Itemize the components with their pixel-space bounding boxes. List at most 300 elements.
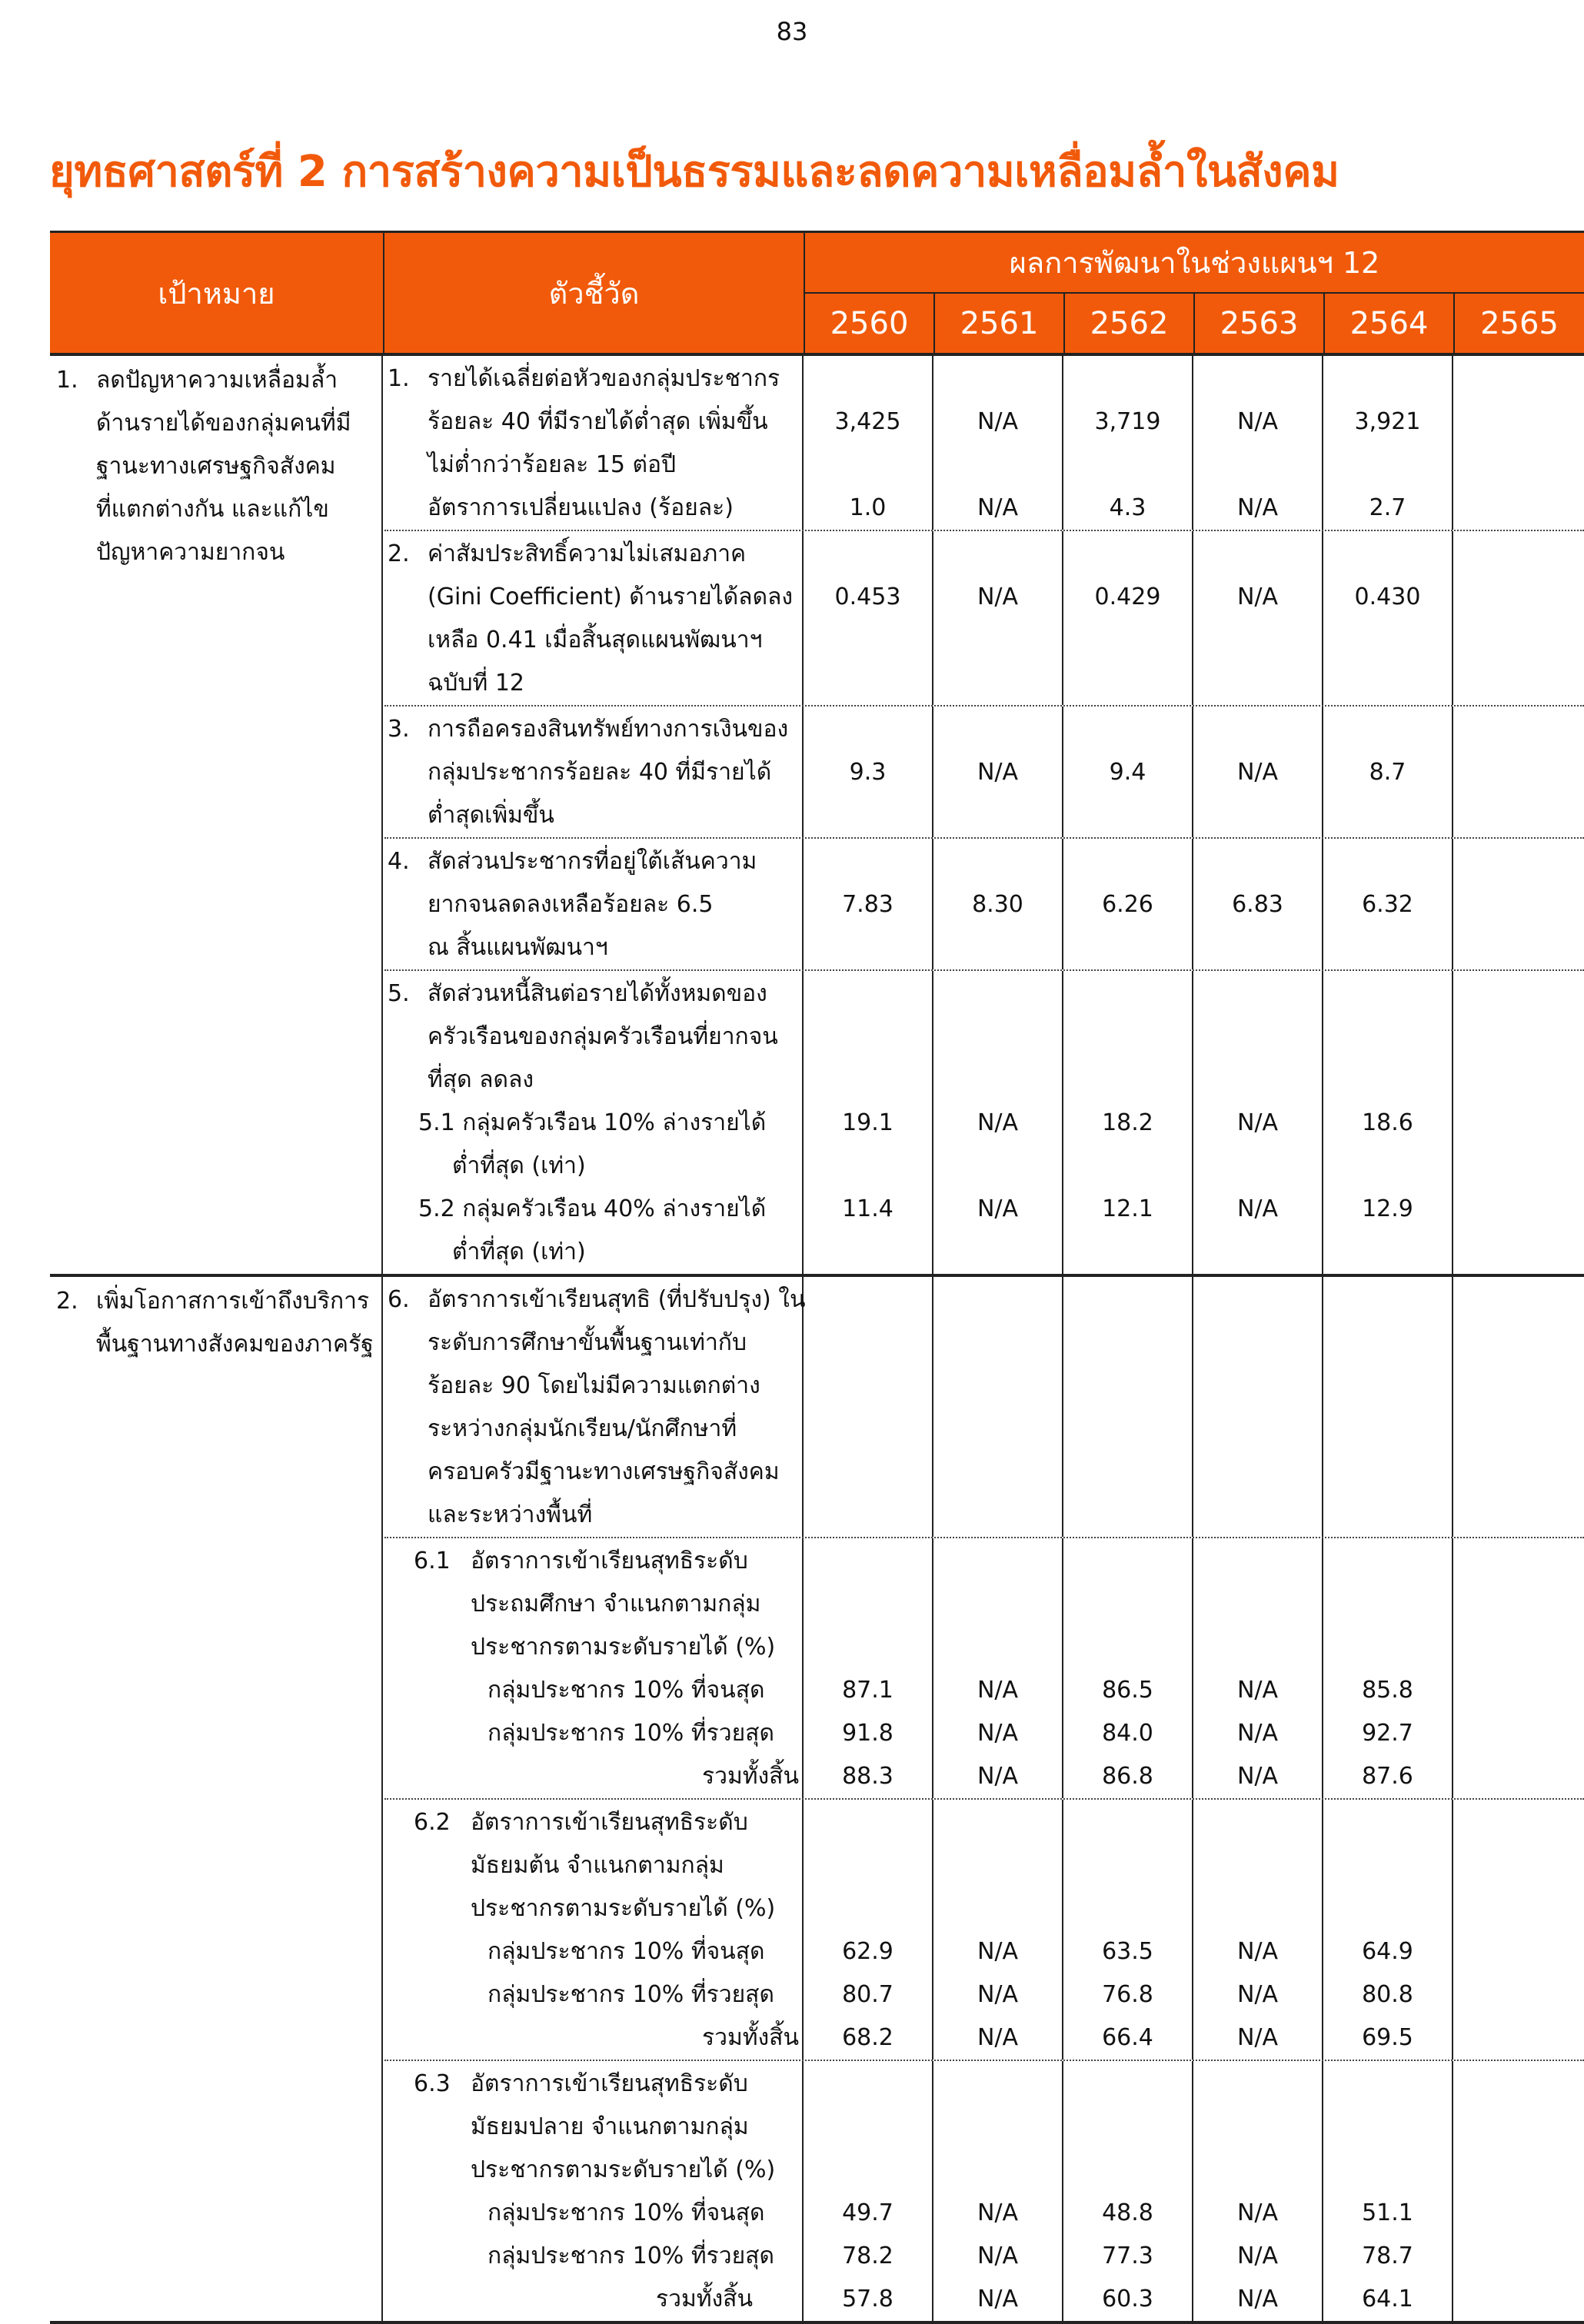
indicator-number: 6.1 bbox=[414, 1548, 451, 1574]
value: 63.5 bbox=[1102, 1938, 1153, 1965]
value bbox=[1193, 1583, 1322, 1626]
value: 8.30 bbox=[972, 891, 1023, 918]
year-value-cell bbox=[933, 1277, 1063, 1537]
value bbox=[1323, 1626, 1452, 1669]
year-value-cell bbox=[933, 531, 1063, 705]
value: 84.0 bbox=[1102, 1720, 1153, 1747]
sub-indicator-label-cont: ต่ำที่สุด (เท่า) bbox=[452, 1238, 586, 1265]
year-value-cell bbox=[1193, 1800, 1323, 2060]
year-value-cell bbox=[804, 971, 933, 1274]
year-value-cell bbox=[933, 2061, 1063, 2321]
value bbox=[1193, 1844, 1322, 1887]
value bbox=[1193, 1626, 1322, 1669]
indicator-number: 3. bbox=[388, 716, 410, 743]
indicator-text: ร้อยละ 90 โดยไม่มีความแตกต่าง bbox=[428, 1372, 760, 1399]
value-cells bbox=[804, 971, 1582, 1274]
value bbox=[804, 1801, 932, 1844]
value bbox=[933, 357, 1062, 401]
indicator-line bbox=[388, 662, 799, 705]
year-value-cell bbox=[1193, 2061, 1323, 2321]
value bbox=[804, 840, 932, 883]
value: N/A bbox=[1236, 1720, 1279, 1747]
indicator-line bbox=[388, 533, 799, 576]
indicator-text: ค่าสัมประสิทธิ์ความไม่เสมอภาค bbox=[428, 540, 747, 567]
header-year: 2564 bbox=[1325, 294, 1455, 353]
value: 85.8 bbox=[1362, 1677, 1413, 1704]
year-value-cell bbox=[933, 971, 1063, 1274]
value bbox=[1063, 794, 1192, 837]
value bbox=[1063, 1844, 1192, 1887]
indicator-text: อัตราการเปลี่ยนแปลง (ร้อยละ) bbox=[428, 494, 734, 521]
indicator-line bbox=[388, 2149, 799, 2192]
indicator-text: อัตราการเข้าเรียนสุทธิ (ที่ปรับปรุง) ใน bbox=[428, 1286, 806, 1313]
value bbox=[804, 1365, 932, 1408]
value: N/A bbox=[977, 583, 1019, 610]
value bbox=[1323, 2149, 1452, 2192]
value: N/A bbox=[1236, 1981, 1279, 2008]
value bbox=[1453, 1059, 1582, 1102]
value bbox=[1193, 1278, 1322, 1322]
value bbox=[1323, 444, 1452, 487]
value bbox=[933, 1059, 1062, 1102]
value-cells bbox=[804, 1538, 1582, 1798]
indicator-text: ร้อยละ 40 ที่มีรายได้ต่ำสุด เพิ่มขึ้น bbox=[428, 408, 768, 435]
value: 1.0 bbox=[849, 494, 887, 521]
header-year: 2563 bbox=[1195, 294, 1325, 353]
value bbox=[1193, 972, 1322, 1016]
value: 7.83 bbox=[842, 891, 893, 918]
value bbox=[1193, 1365, 1322, 1408]
value bbox=[1323, 2063, 1452, 2106]
value bbox=[1323, 1322, 1452, 1365]
value bbox=[1063, 2063, 1192, 2106]
value: N/A bbox=[1236, 759, 1279, 786]
value: N/A bbox=[977, 1677, 1019, 1704]
value: N/A bbox=[1236, 2243, 1279, 2269]
indicator-line bbox=[388, 1322, 799, 1365]
indicator-text: ประชากรตามระดับรายได้ (%) bbox=[471, 1634, 776, 1661]
value bbox=[1063, 444, 1192, 487]
value bbox=[1193, 1408, 1322, 1451]
goal-line: เพิ่มโอกาสการเข้าถึงบริการ bbox=[96, 1288, 370, 1315]
goal-line: ปัญหาความยากจน bbox=[96, 539, 285, 566]
value bbox=[1453, 1801, 1582, 1844]
indicator-cell bbox=[384, 1538, 804, 1798]
indicator-cell bbox=[384, 531, 804, 705]
indicator-line bbox=[388, 1494, 799, 1537]
value: 78.2 bbox=[842, 2243, 893, 2269]
value: N/A bbox=[977, 2199, 1019, 2226]
value: 6.26 bbox=[1102, 891, 1153, 918]
value bbox=[1193, 1145, 1322, 1188]
value bbox=[1323, 2106, 1452, 2149]
value bbox=[1453, 2278, 1582, 2321]
value bbox=[1323, 1145, 1452, 1188]
value: N/A bbox=[977, 408, 1019, 435]
table-header bbox=[50, 231, 1584, 356]
value bbox=[1193, 444, 1322, 487]
value bbox=[933, 1016, 1062, 1059]
header-results: ผลการพัฒนาในช่วงแผนฯ 12 bbox=[805, 233, 1584, 294]
value bbox=[804, 662, 932, 705]
year-value-cell bbox=[1193, 1277, 1323, 1537]
value: 48.8 bbox=[1102, 2199, 1153, 2226]
value bbox=[933, 444, 1062, 487]
value bbox=[1453, 1451, 1582, 1494]
year-value-cell bbox=[1193, 707, 1323, 837]
value bbox=[933, 2149, 1062, 2192]
population-group-label: กลุ่มประชากร 10% ที่รวยสุด bbox=[488, 2243, 774, 2269]
indicator-text: สัดส่วนประชากรที่อยู่ใต้เส้นความ bbox=[428, 848, 757, 875]
value bbox=[1063, 1059, 1192, 1102]
value bbox=[1323, 1278, 1452, 1322]
page-title: ยุทธศาสตร์ที่ 2 การสร้างความเป็นธรรมและลดความเหลื่อมล้ำในสังคม bbox=[49, 147, 1339, 197]
indicator-line bbox=[388, 840, 799, 883]
year-value-cell bbox=[1063, 2061, 1193, 2321]
indicator-line bbox=[388, 1626, 799, 1669]
value: 64.9 bbox=[1362, 1938, 1413, 1965]
value bbox=[933, 533, 1062, 576]
value bbox=[804, 619, 932, 662]
value bbox=[933, 1583, 1062, 1626]
value: N/A bbox=[1236, 494, 1279, 521]
year-value-cell bbox=[1193, 839, 1323, 969]
value: 6.32 bbox=[1362, 891, 1413, 918]
value bbox=[804, 533, 932, 576]
year-value-cell bbox=[1453, 1800, 1582, 2060]
value bbox=[1453, 2192, 1582, 2235]
value: 57.8 bbox=[842, 2286, 893, 2312]
value bbox=[933, 1626, 1062, 1669]
value: 9.3 bbox=[849, 759, 887, 786]
table-row bbox=[384, 2061, 1584, 2321]
value bbox=[933, 1365, 1062, 1408]
goal-section bbox=[50, 356, 1584, 1277]
year-value-cell bbox=[933, 1538, 1063, 1798]
year-value-cell bbox=[1063, 839, 1193, 969]
value: 69.5 bbox=[1362, 2024, 1413, 2051]
value-cells bbox=[804, 2061, 1582, 2321]
indicator-text: และระหว่างพื้นที่ bbox=[428, 1501, 593, 1528]
value bbox=[1453, 401, 1582, 444]
indicator-rows bbox=[384, 1277, 1584, 2321]
value bbox=[1063, 1626, 1192, 1669]
year-value-cell bbox=[1323, 1277, 1453, 1537]
value: N/A bbox=[1236, 1763, 1279, 1790]
indicator-text: เหลือ 0.41 เมื่อสิ้นสุดแผนพัฒนาฯ bbox=[428, 627, 763, 653]
value bbox=[1323, 662, 1452, 705]
value bbox=[1063, 619, 1192, 662]
value bbox=[933, 662, 1062, 705]
year-value-cell bbox=[1453, 839, 1582, 969]
value bbox=[1063, 1365, 1192, 1408]
value bbox=[933, 926, 1062, 969]
value: N/A bbox=[977, 1720, 1019, 1747]
year-value-cell bbox=[1453, 1538, 1582, 1798]
indicator-number: 2. bbox=[388, 540, 410, 567]
value: 88.3 bbox=[842, 1763, 893, 1790]
value bbox=[1323, 1365, 1452, 1408]
value bbox=[1063, 1451, 1192, 1494]
indicator-line bbox=[388, 1278, 806, 1322]
value bbox=[1323, 1059, 1452, 1102]
year-value-cell bbox=[1193, 356, 1323, 530]
value bbox=[933, 840, 1062, 883]
value bbox=[933, 2063, 1062, 2106]
indicator-text: ต่ำสุดเพิ่มขึ้น bbox=[428, 802, 554, 829]
value bbox=[1193, 794, 1322, 837]
year-value-cell bbox=[804, 1277, 933, 1537]
indicator-table bbox=[50, 231, 1584, 2324]
value: 87.6 bbox=[1362, 1763, 1413, 1790]
value bbox=[804, 357, 932, 401]
indicator-text: กลุ่มประชากรร้อยละ 40 ที่มีรายได้ bbox=[428, 759, 772, 786]
header-year: 2565 bbox=[1480, 305, 1559, 341]
value bbox=[1193, 1231, 1322, 1274]
value: N/A bbox=[977, 494, 1019, 521]
indicator-line bbox=[388, 1887, 799, 1930]
value: 0.453 bbox=[834, 583, 901, 610]
value bbox=[804, 1408, 932, 1451]
year-value-cell bbox=[1193, 1538, 1323, 1798]
year-value-cell bbox=[933, 707, 1063, 837]
value: 0.429 bbox=[1094, 583, 1161, 610]
value: 12.1 bbox=[1102, 1195, 1153, 1222]
value bbox=[1453, 1973, 1582, 2016]
value bbox=[933, 1451, 1062, 1494]
value bbox=[1193, 2149, 1322, 2192]
year-value-cell bbox=[1323, 356, 1453, 530]
value: N/A bbox=[977, 2286, 1019, 2312]
indicator-number: 4. bbox=[388, 848, 410, 875]
value bbox=[1063, 1231, 1192, 1274]
value: 2.7 bbox=[1369, 494, 1406, 521]
year-value-cell bbox=[1063, 356, 1193, 530]
value bbox=[804, 1278, 932, 1322]
indicator-text: ฉบับที่ 12 bbox=[428, 670, 525, 697]
value: N/A bbox=[977, 1195, 1019, 1222]
value bbox=[933, 708, 1062, 751]
indicator-text: สัดส่วนหนี้สินต่อรายได้ทั้งหมดของ bbox=[428, 980, 767, 1007]
population-group-label: กลุ่มประชากร 10% ที่รวยสุด bbox=[488, 1981, 774, 2008]
indicator-line bbox=[388, 1451, 799, 1494]
goal-line: ลดปัญหาความเหลื่อมล้ำ bbox=[96, 367, 338, 394]
goal-text bbox=[96, 359, 377, 574]
year-value-cell bbox=[1453, 531, 1582, 705]
value: 91.8 bbox=[842, 1720, 893, 1747]
value bbox=[933, 1887, 1062, 1930]
value bbox=[1323, 1583, 1452, 1626]
value: N/A bbox=[977, 1763, 1019, 1790]
value bbox=[1453, 576, 1582, 619]
indicator-line bbox=[388, 576, 799, 619]
value bbox=[1193, 1494, 1322, 1537]
value: N/A bbox=[977, 1109, 1019, 1136]
year-value-cell bbox=[804, 1800, 933, 2060]
value bbox=[1453, 708, 1582, 751]
value bbox=[1063, 533, 1192, 576]
year-value-cell bbox=[1323, 707, 1453, 837]
header-years bbox=[805, 294, 1584, 353]
value bbox=[1323, 708, 1452, 751]
indicator-text: มัธยมปลาย จำแนกตามกลุ่ม bbox=[471, 2113, 749, 2140]
value bbox=[1323, 357, 1452, 401]
value: N/A bbox=[1236, 1938, 1279, 1965]
value bbox=[1453, 1540, 1582, 1583]
value bbox=[1453, 1102, 1582, 1145]
value bbox=[1453, 357, 1582, 401]
value: 4.3 bbox=[1109, 494, 1146, 521]
value bbox=[933, 1494, 1062, 1537]
table-row bbox=[384, 707, 1584, 839]
value bbox=[1063, 1887, 1192, 1930]
value: 18.2 bbox=[1102, 1109, 1153, 1136]
value: 80.8 bbox=[1362, 1981, 1413, 2008]
indicator-cell bbox=[384, 971, 804, 1274]
value: N/A bbox=[1236, 2024, 1279, 2051]
year-value-cell bbox=[933, 1800, 1063, 2060]
value bbox=[1323, 1844, 1452, 1887]
table-row bbox=[384, 1277, 1584, 1538]
indicator-line bbox=[388, 708, 799, 751]
indicator-line bbox=[388, 1059, 799, 1102]
indicator-text: ไม่ต่ำกว่าร้อยละ 15 ต่อปี bbox=[428, 451, 677, 478]
value: 78.7 bbox=[1362, 2243, 1413, 2269]
value: N/A bbox=[977, 1938, 1019, 1965]
value: 11.4 bbox=[842, 1195, 893, 1222]
value bbox=[1323, 1494, 1452, 1537]
indicator-text: ประชากรตามระดับรายได้ (%) bbox=[471, 1895, 776, 1922]
value: N/A bbox=[1236, 1109, 1279, 1136]
value bbox=[1063, 1540, 1192, 1583]
value bbox=[1193, 1887, 1322, 1930]
value bbox=[1063, 1145, 1192, 1188]
value bbox=[1063, 662, 1192, 705]
value bbox=[1453, 1322, 1582, 1365]
value bbox=[1063, 1016, 1192, 1059]
indicator-number: 6.2 bbox=[414, 1809, 451, 1836]
value bbox=[1453, 1188, 1582, 1231]
value bbox=[804, 1626, 932, 1669]
table-row bbox=[384, 1800, 1584, 2061]
year-value-cell bbox=[1323, 1538, 1453, 1798]
value bbox=[1453, 533, 1582, 576]
value bbox=[1193, 840, 1322, 883]
year-value-cell bbox=[804, 531, 933, 705]
value bbox=[804, 1145, 932, 1188]
year-value-cell bbox=[804, 356, 933, 530]
value bbox=[804, 2063, 932, 2106]
value bbox=[1453, 1626, 1582, 1669]
value bbox=[1193, 1016, 1322, 1059]
value: 8.7 bbox=[1369, 759, 1406, 786]
value: 80.7 bbox=[842, 1981, 893, 2008]
value bbox=[1323, 926, 1452, 969]
value bbox=[1323, 794, 1452, 837]
value bbox=[1193, 533, 1322, 576]
indicator-text: ประชากรตามระดับรายได้ (%) bbox=[471, 2156, 776, 2183]
value bbox=[1193, 708, 1322, 751]
value: 68.2 bbox=[842, 2024, 893, 2051]
value: N/A bbox=[977, 2024, 1019, 2051]
year-value-cell bbox=[1323, 839, 1453, 969]
value bbox=[1063, 2149, 1192, 2192]
year-value-cell bbox=[1453, 707, 1582, 837]
value: 51.1 bbox=[1362, 2199, 1413, 2226]
indicator-line bbox=[388, 2063, 799, 2106]
goal-cell bbox=[50, 1277, 383, 2321]
value bbox=[804, 1583, 932, 1626]
value bbox=[804, 972, 932, 1016]
indicator-text: ยากจนลดลงเหลือร้อยละ 6.5 bbox=[428, 891, 714, 918]
value bbox=[1453, 1365, 1582, 1408]
value bbox=[1063, 840, 1192, 883]
table-body bbox=[50, 356, 1584, 2324]
indicator-number: 6.3 bbox=[414, 2070, 451, 2097]
indicator-cell bbox=[384, 2061, 804, 2321]
indicator-line bbox=[388, 357, 799, 401]
population-group-label: กลุ่มประชากร 10% ที่จนสุด bbox=[488, 1938, 765, 1965]
value bbox=[933, 1145, 1062, 1188]
indicator-cell bbox=[384, 839, 804, 969]
indicator-text: ที่สุด ลดลง bbox=[428, 1066, 534, 1093]
value bbox=[1193, 1540, 1322, 1583]
year-value-cell bbox=[1063, 971, 1193, 1274]
value bbox=[1453, 1930, 1582, 1973]
year-value-cell bbox=[1193, 531, 1323, 705]
page-number: 83 bbox=[776, 17, 808, 46]
value bbox=[1453, 1844, 1582, 1887]
year-value-cell bbox=[933, 356, 1063, 530]
value bbox=[804, 1059, 932, 1102]
indicator-line bbox=[388, 619, 799, 662]
year-value-cell bbox=[1453, 971, 1582, 1274]
indicator-text: รายได้เฉลี่ยต่อหัวของกลุ่มประชากร bbox=[428, 365, 780, 392]
value bbox=[804, 2106, 932, 2149]
value-cells bbox=[804, 1277, 1582, 1537]
indicator-line bbox=[388, 751, 799, 794]
indicator-line bbox=[388, 926, 799, 969]
year-value-cell bbox=[804, 707, 933, 837]
value bbox=[1453, 1755, 1582, 1798]
value bbox=[1453, 1583, 1582, 1626]
value: 6.83 bbox=[1232, 891, 1283, 918]
value bbox=[1063, 972, 1192, 1016]
indicator-text: อัตราการเข้าเรียนสุทธิระดับ bbox=[471, 1548, 748, 1574]
value bbox=[1323, 533, 1452, 576]
value bbox=[1453, 1145, 1582, 1188]
value bbox=[1453, 794, 1582, 837]
value-cells bbox=[804, 1800, 1582, 2060]
year-value-cell bbox=[804, 1538, 933, 1798]
value bbox=[1193, 926, 1322, 969]
sub-indicator-label: 5.2 กลุ่มครัวเรือน 40% ล่างรายได้ bbox=[418, 1195, 767, 1222]
value: 64.1 bbox=[1362, 2286, 1413, 2312]
value bbox=[1323, 1801, 1452, 1844]
value bbox=[1193, 2106, 1322, 2149]
value bbox=[804, 794, 932, 837]
year-value-cell bbox=[1063, 1277, 1193, 1537]
indicator-text: อัตราการเข้าเรียนสุทธิระดับ bbox=[471, 2070, 748, 2097]
indicator-cell bbox=[384, 356, 804, 530]
value bbox=[1453, 1494, 1582, 1537]
value bbox=[933, 1801, 1062, 1844]
value bbox=[1453, 883, 1582, 926]
total-label: รวมทั้งสิ้น bbox=[702, 2024, 799, 2051]
value bbox=[1063, 1583, 1192, 1626]
value bbox=[1193, 1322, 1322, 1365]
value bbox=[1323, 619, 1452, 662]
